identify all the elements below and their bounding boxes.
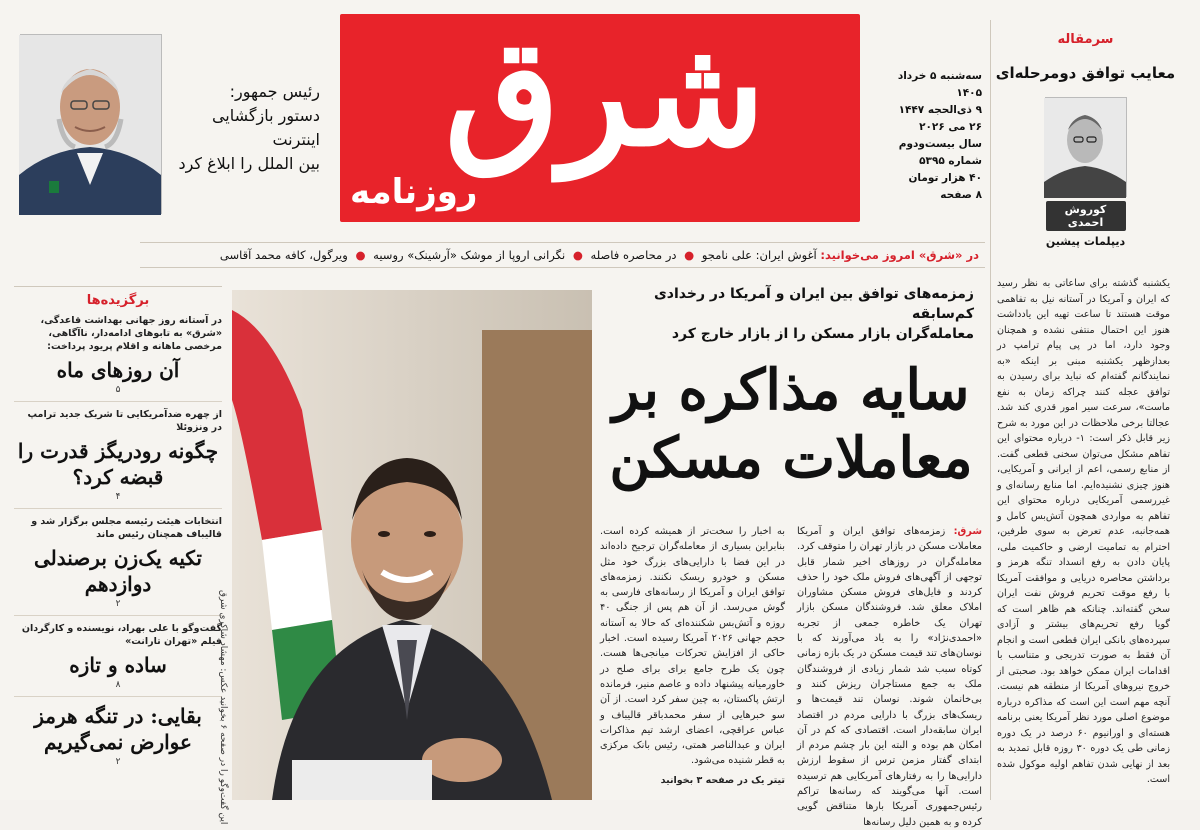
issue-number: شماره ۵۳۹۵ <box>919 155 982 167</box>
logo-sub-text: روزنامه <box>350 172 478 212</box>
president-headline-kicker: رئیس جمهور: <box>229 82 320 101</box>
issue-date-gregorian: ۲۶ می ۲۰۲۶ <box>919 121 982 133</box>
editorial-author-role: دیپلمات پیشین <box>1045 235 1126 248</box>
president-photo <box>20 34 162 214</box>
official-photo-image <box>232 290 592 800</box>
teaser-strip <box>140 242 985 268</box>
lead-headline-line1: سایه مذاکره بر <box>612 357 970 423</box>
highlight-page: ۲ <box>115 757 121 767</box>
highlight-page: ۵ <box>115 385 121 395</box>
teaser-lead: در «شرق» امروز می‌خوانید: <box>820 248 979 262</box>
teaser-separator-2: ● <box>572 248 583 262</box>
highlight-item[interactable] <box>14 408 222 509</box>
teaser-item-1[interactable]: آغوش ایران: علی نامجو <box>701 248 817 262</box>
highlight-page: ۸ <box>115 680 121 690</box>
issue-date-persian: سه‌شنبه ۵ خرداد ۱۴۰۵ <box>897 70 982 99</box>
highlight-title: ساده و تازه <box>69 653 167 677</box>
lead-headline[interactable] <box>600 356 982 492</box>
editorial-label: سرمقاله <box>1057 32 1114 47</box>
highlight-kicker: انتخابات هیئت رئیسه مجلس برگزار شد و قالیباف همچنان رئیس ماند <box>31 516 222 540</box>
lead-story <box>600 284 982 828</box>
highlight-item[interactable] <box>14 703 222 767</box>
highlights-sidebar <box>14 286 222 800</box>
lead-body-columns <box>600 524 982 830</box>
lead-kicker-line2: معامله‌گران بازار مسکن را از بازار خارج کرد <box>671 326 974 342</box>
issue-date-hijri: ۹ ذی‌الحجه ۱۴۴۷ <box>898 104 982 116</box>
highlight-kicker: در آستانه روز جهانی بهداشت قاعدگی، «شرق» به تابوهای ادامه‌دار، ناآگاهی، مرخصی ماهانه و اقلام پریود پرداخت: <box>40 315 222 352</box>
lead-kicker-line1: زمزمه‌های توافق بین ایران و آمریکا در رخدادی کم‌سابقه <box>653 286 974 322</box>
highlight-divider <box>14 696 222 697</box>
photo-credit <box>216 590 230 825</box>
highlight-title: چگونه رودریگز قدرت را قبضه کرد؟ <box>17 439 219 489</box>
president-portrait-image <box>19 35 161 215</box>
issue-price: ۴۰ هزار تومان <box>908 172 982 184</box>
lead-body-text-1: زمزمه‌های توافق ایران و آمریکا معاملات مسکن در بازار تهران را متوقف کرد. معامله‌گران در روزهای اخیر شمار قابل توجهی از آگهی‌های فروش ملک خود را حذف کردند و فایل‌های فروش مسکن مشاوران املاک معلق شد. فروشندگان مسکن بازار تهران یک خاطره جمعی از تجربه «احمدی‌نژاد» را به یاد می‌آورند که با نوسان‌های تند قیمت مسکن در یک بازه زمانی کوتاه سبب شد شمار زیادی از فروشندگان ملک به جمع مستاجران ریزش کنند و بی‌خانمان شوند. نوسان تند قیمت‌ها و ریسک‌های بزرگ با دارایی مردم در اقتصاد ایران سابقه‌دار است. اقتصادی که کم در آن امکان هم بوده و البته این بار چشم مردم از ابتدای گفتار مزمن ترس از سقوط ارزش دارایی‌ها را به رفتارهای آمریکایی هم ترسیده است. آنها می‌گویند که رسانه‌ها تراکم رئیس‌جمهوری آمریکا بارها متناقض گویی کرده و به همین دلیل رسانه‌ها <box>797 526 982 828</box>
president-headline-line2: بین الملل را ابلاغ کرد <box>178 154 320 173</box>
highlights-header: برگزیده‌ها <box>14 286 222 308</box>
highlight-title: بقایی: در تنگه هرمز عوارض نمی‌گیریم <box>34 704 202 754</box>
editorial-author: کوروش احمدی <box>1046 201 1126 231</box>
main-photo[interactable] <box>232 290 592 800</box>
lead-kicker <box>600 284 982 344</box>
lead-continuation[interactable]: تیتر یک در صفحه ۳ بخوانید <box>660 774 785 786</box>
highlight-title: تکیه یک‌زن برصندلی دوازدهم <box>34 546 202 596</box>
lead-source: شرق: <box>953 526 982 537</box>
lead-body-column-2 <box>600 524 785 830</box>
newspaper-logo[interactable] <box>340 5 860 222</box>
issue-pages: ۸ صفحه <box>940 189 982 201</box>
teaser-item-2[interactable]: در محاصره فاصله <box>590 248 677 262</box>
highlight-item[interactable] <box>14 314 222 402</box>
highlight-kicker: گفت‌وگو با علی بهراد، نویسنده و کارگردان فیلم «تهران تارانت» <box>21 623 222 647</box>
highlight-kicker: از چهره ضدآمریکایی تا شریک جدید ترامپ در ونزوئلا <box>27 409 222 433</box>
highlight-divider <box>14 508 222 509</box>
president-headline-line1: دستور بازگشایی اینترنت <box>211 106 320 149</box>
issue-year: سال بیست‌ودوم <box>898 138 982 150</box>
lead-headline-line2: معاملات مسکن <box>609 425 973 491</box>
author-portrait-image <box>1044 98 1126 198</box>
editorial-title[interactable]: معایب توافق دومرحله‌ای <box>995 64 1176 82</box>
highlight-divider <box>14 615 222 616</box>
highlight-item[interactable] <box>14 622 222 697</box>
highlight-item[interactable] <box>14 515 222 616</box>
highlight-page: ۲ <box>115 599 121 609</box>
highlight-title: آن روزهای ماه <box>56 358 180 382</box>
teaser-separator-1: ● <box>684 248 695 262</box>
lead-body-text-2: به اخبار را سخت‌تر از همیشه کرده است. بنابراین بسیاری از معامله‌گران ترجیح داده‌اند در این فضا با دارایی‌های بزرگ خود مثل مسکن و خودرو ریسک نکنند. زمزمه‌های توافق ایران و آمریکا از رسانه‌های فارسی به گوش می‌رسد. از آن هم پس از جنگی ۴۰ روزه و آتش‌بس شکننده‌ای که حالا به آستانه حجم جهانی ۲۰۲۶ آمریکا رسیده است. اخبار حاکی از افزایش تحرکات میانجی‌ها هست. چون یک طرح جامع برای برای صلح در خاورمیانه پیشنهاد داده و عاصم منیر، فرمانده ارتش پاکستان، به چین سفر کرد است. از آن سو خبرهایی از سفر محمدباقر قالیباف و عباس عراقچی، اعضای ارشد تیم مذاکرات ایران و عبدالناصر همتی، رئیس بانک مرکزی به قطر شنیده می‌شود. <box>600 526 785 767</box>
teaser-separator-3: ● <box>355 248 366 262</box>
lead-body-column-1 <box>797 524 982 830</box>
editorial-column <box>990 20 1180 800</box>
highlight-page: ۴ <box>115 492 121 502</box>
president-headline[interactable] <box>170 80 320 176</box>
photo-credit-text: این گفت‌وگو را در صفحه ۶ بخوانید عکس: مهشاد شاکری شرق <box>218 590 228 825</box>
author-portrait <box>1045 97 1127 197</box>
teaser-item-4[interactable]: ویرگول، کافه محمد آقاسی <box>219 248 348 262</box>
highlight-divider <box>14 401 222 402</box>
teaser-item-3[interactable]: نگرانی اروپا از موشک «آرشینک» روسیه <box>373 248 566 262</box>
editorial-body: یکشنبه گذشته برای ساعاتی به نظر رسید که ایران و آمریکا در آستانه نیل به تفاهمی موقت هستند تا ساعت تهیه این یادداشت هنوز این احتمال منتفی نشده و همچنان وجود دارد، اما در پی پیام ترامپ در بعدازظهر یکشنبه مبنی بر اینکه «به نمایندگانم گفته‌ام که نباید برای رسیدن به توافق عجله کنند چراکه زمان به نفع ماست»، سرعت سیر امور قدری کند شد. عجالتا برخی ملاحظات در این مورد به شرح زیر قابل ذکر است: ۱- درباره محتوای این تفاهم مشکل می‌توان سخنی قطعی گفت. از منابع رسمی، اعم از ایرانی و آمریکایی، هنوز چیزی نشنیده‌ایم. اما منابع رسانه‌ای و غیررسمی آمریکایی درباره محتوای این تفاهم به مواردی همچون آتش‌بس کامل و همه‌جانبه، عدم تعرض به سوی طرفین، احترام به تمامیت ارضی و حاکمیت ملی، پایان دادن به رفع انسداد تنگه هرمز و برداشتن محاصره دریایی و موافقت آمریکا با رفع موقت تحریم فروش نفت ایران سخن گفته‌اند. چنانکه هم ظاهر است که گویا رفع تحریم‌های بیشتر و آزادی سپرده‌های بانکی ایران قطعی است و انجام آن فقط به صورت تدریجی و متناسب با اقدامات ایران ممکن خواهد بود. صحبتی از خروج نیروهای آمریکا از منطقه هم نیست. آنچه مهم است این است که مذاکره درباره موضوع اصلی مورد نظر آمریکا یعنی برنامه هسته‌ای و اورانیوم ۶۰ درصد در یک دوره زمانی طی یک دوره ۳۰ روزه قابل تمدید به بعد از نهایی شدن تفاهم اولیه موکول شده است. <box>997 278 1171 785</box>
logo-main-text: شرق <box>444 5 766 179</box>
issue-info <box>872 68 982 204</box>
